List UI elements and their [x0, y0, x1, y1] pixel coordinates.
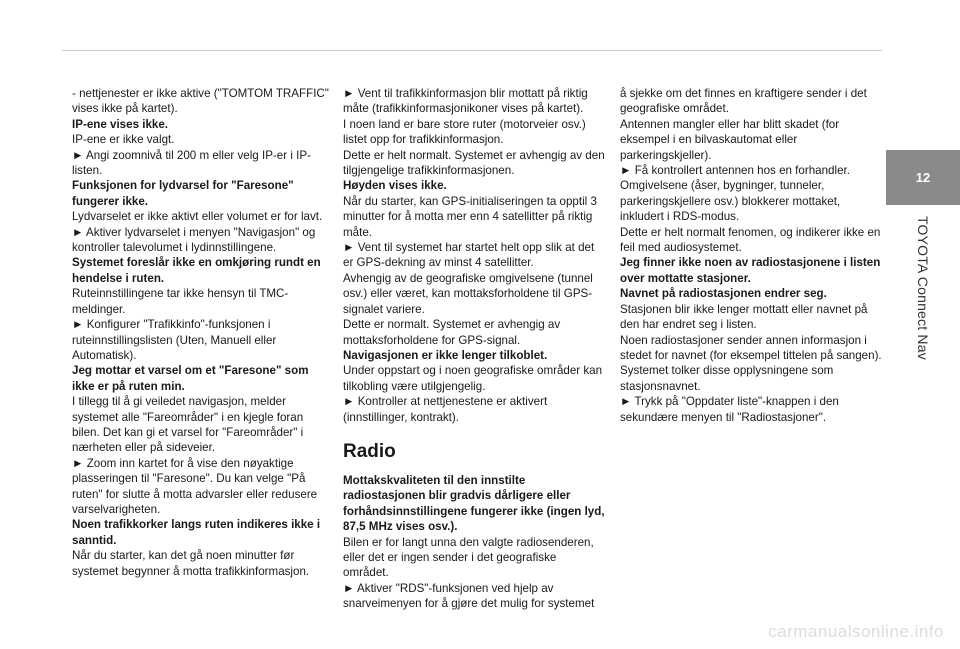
paragraph: ► Zoom inn kartet for å vise den nøyaktige plasseringen til "Faresone". Du kan velge "På ruten" for slutte å motta advarsler eller redusere varselvarigheten.: [72, 456, 318, 516]
paragraph: ► Få kontrollert antennen hos en forhandler.: [620, 164, 850, 178]
question-heading: Navigasjonen er ikke lenger tilkoblet.: [343, 348, 548, 362]
question-heading: Mottakskvaliteten til den innstilte radiostasjonen blir gradvis dårligere eller forhåndsinnstillingene fungerer ikke (ingen lyd, 87,5 MHz vises osv.).: [343, 473, 605, 534]
paragraph: I tillegg til å gi veiledet navigasjon, melder systemet alle "Fareområder" i en kjegle foran bilen. Det kan gi et varsel for "Fareområder" i nærheten eller på sideveier.: [72, 395, 304, 455]
chapter-title: TOYOTA Connect Nav: [915, 216, 931, 360]
paragraph: ► Vent til systemet har startet helt opp slik at det er GPS-dekning av minst 4 satellitter.: [343, 241, 595, 270]
paragraph: Stasjonen blir ikke lenger mottatt eller navnet på den har endret seg i listen.: [620, 302, 868, 332]
paragraph: Ruteinnstillingene tar ikke hensyn til TMC-meldinger.: [72, 287, 289, 316]
question-heading: Systemet foreslår ikke en omkjøring rundt en hendelse i ruten.: [72, 256, 321, 285]
paragraph: Under oppstart og i noen geografiske områder kan tilkobling være utilgjengelig.: [343, 364, 603, 393]
paragraph: - nettjenester er ikke aktive ("TOMTOM TRAFFIC" vises ikke på kartet).: [72, 87, 329, 116]
chapter-side-tab: [886, 0, 960, 649]
paragraph: Lydvarselet er ikke aktivt eller volumet er for lavt.: [72, 210, 323, 224]
paragraph: Omgivelsene (åser, bygninger, tunneler, parkeringskjellere osv.) blokkerer mottaket, inkludert i RDS-modus.: [620, 179, 841, 224]
text-column-1: [72, 86, 334, 579]
text-column-3: [620, 86, 882, 425]
paragraph: ► Konfigurer "Trafikkinfo"-funksjonen i ruteinnstillingslisten (Uten, Manuell eller Automatisk).: [72, 318, 277, 362]
paragraph: Avhengig av de geografiske omgivelsene (tunnel osv.) eller været, kan mottaksforholdene til GPS-signalet variere.: [343, 271, 593, 316]
question-heading: Funksjonen for lydvarsel for "Faresone" fungerer ikke.: [72, 179, 294, 208]
paragraph: Dette er helt normalt. Systemet er avhengig av den tilgjengelige trafikkinformasjonen.: [343, 148, 605, 178]
paragraph: ► Aktiver "RDS"-funksjonen ved hjelp av snarveimenyen for å gjøre det mulig for systemet: [343, 581, 595, 611]
question-heading: Jeg finner ikke noen av radiostasjonene i listen over mottatte stasjoner.: [620, 256, 881, 285]
question-heading: Navnet på radiostasjonen endrer seg.: [620, 287, 827, 301]
question-heading: IP-ene vises ikke.: [72, 117, 169, 131]
paragraph: Bilen er for langt unna den valgte radiosenderen, eller det er ingen sender i det geografiske området.: [343, 535, 594, 580]
paragraph: ► Kontroller at nettjenestene er aktivert (innstillinger, kontrakt).: [343, 395, 548, 424]
paragraph: å sjekke om det finnes en kraftigere sender i det geografiske området.: [620, 87, 867, 116]
header-divider: [62, 50, 882, 51]
paragraph: IP-ene er ikke valgt.: [72, 133, 175, 147]
section-heading-radio: Radio: [343, 440, 396, 462]
paragraph: Når du starter, kan GPS-initialiseringen ta opptil 3 minutter for å motta mer enn 4 satellitter på riktig måte.: [343, 194, 597, 239]
question-heading: Jeg mottar et varsel om et "Faresone" som ikke er på ruten min.: [72, 364, 309, 393]
paragraph: Systemet tolker disse opplysningene som stasjonsnavnet.: [620, 364, 834, 393]
paragraph: ► Angi zoomnivå til 200 m eller velg IP-er i IP-listen.: [72, 148, 311, 178]
question-heading: Høyden vises ikke.: [343, 179, 447, 193]
paragraph: Antennen mangler eller har blitt skadet (for eksempel i en bilvaskautomat eller parkeringskjeller).: [620, 117, 840, 162]
text-column-2: [343, 86, 605, 612]
paragraph: ► Vent til trafikkinformasjon blir mottatt på riktig måte (trafikkinformasjonikoner vises på kartet).: [343, 87, 588, 116]
chapter-number-badge: 12: [886, 150, 960, 205]
paragraph: Noen radiostasjoner sender annen informasjon i stedet for navnet (for eksempel tittelen på sangen).: [620, 333, 882, 362]
paragraph: Dette er normalt. Systemet er avhengig av mottaksforholdene for GPS-signal.: [343, 318, 561, 347]
paragraph: ► Trykk på "Oppdater liste"-knappen i den sekundære menyen til "Radiostasjoner".: [620, 395, 839, 424]
watermark-text: carmanualsonline.info: [768, 622, 944, 641]
paragraph: Dette er helt normalt fenomen, og indikerer ikke en feil med audiosystemet.: [620, 225, 881, 255]
question-heading: Noen trafikkorker langs ruten indikeres ikke i sanntid.: [72, 518, 321, 547]
paragraph: Når du starter, kan det gå noen minutter før systemet begynner å motta trafikkinformasjon.: [72, 549, 310, 578]
paragraph: ► Aktiver lydvarselet i menyen "Navigasjon" og kontroller talevolumet i lydinnstillingene.: [72, 225, 316, 255]
paragraph: I noen land er bare store ruter (motorveier osv.) listet opp for trafikkinformasjon.: [343, 117, 586, 147]
